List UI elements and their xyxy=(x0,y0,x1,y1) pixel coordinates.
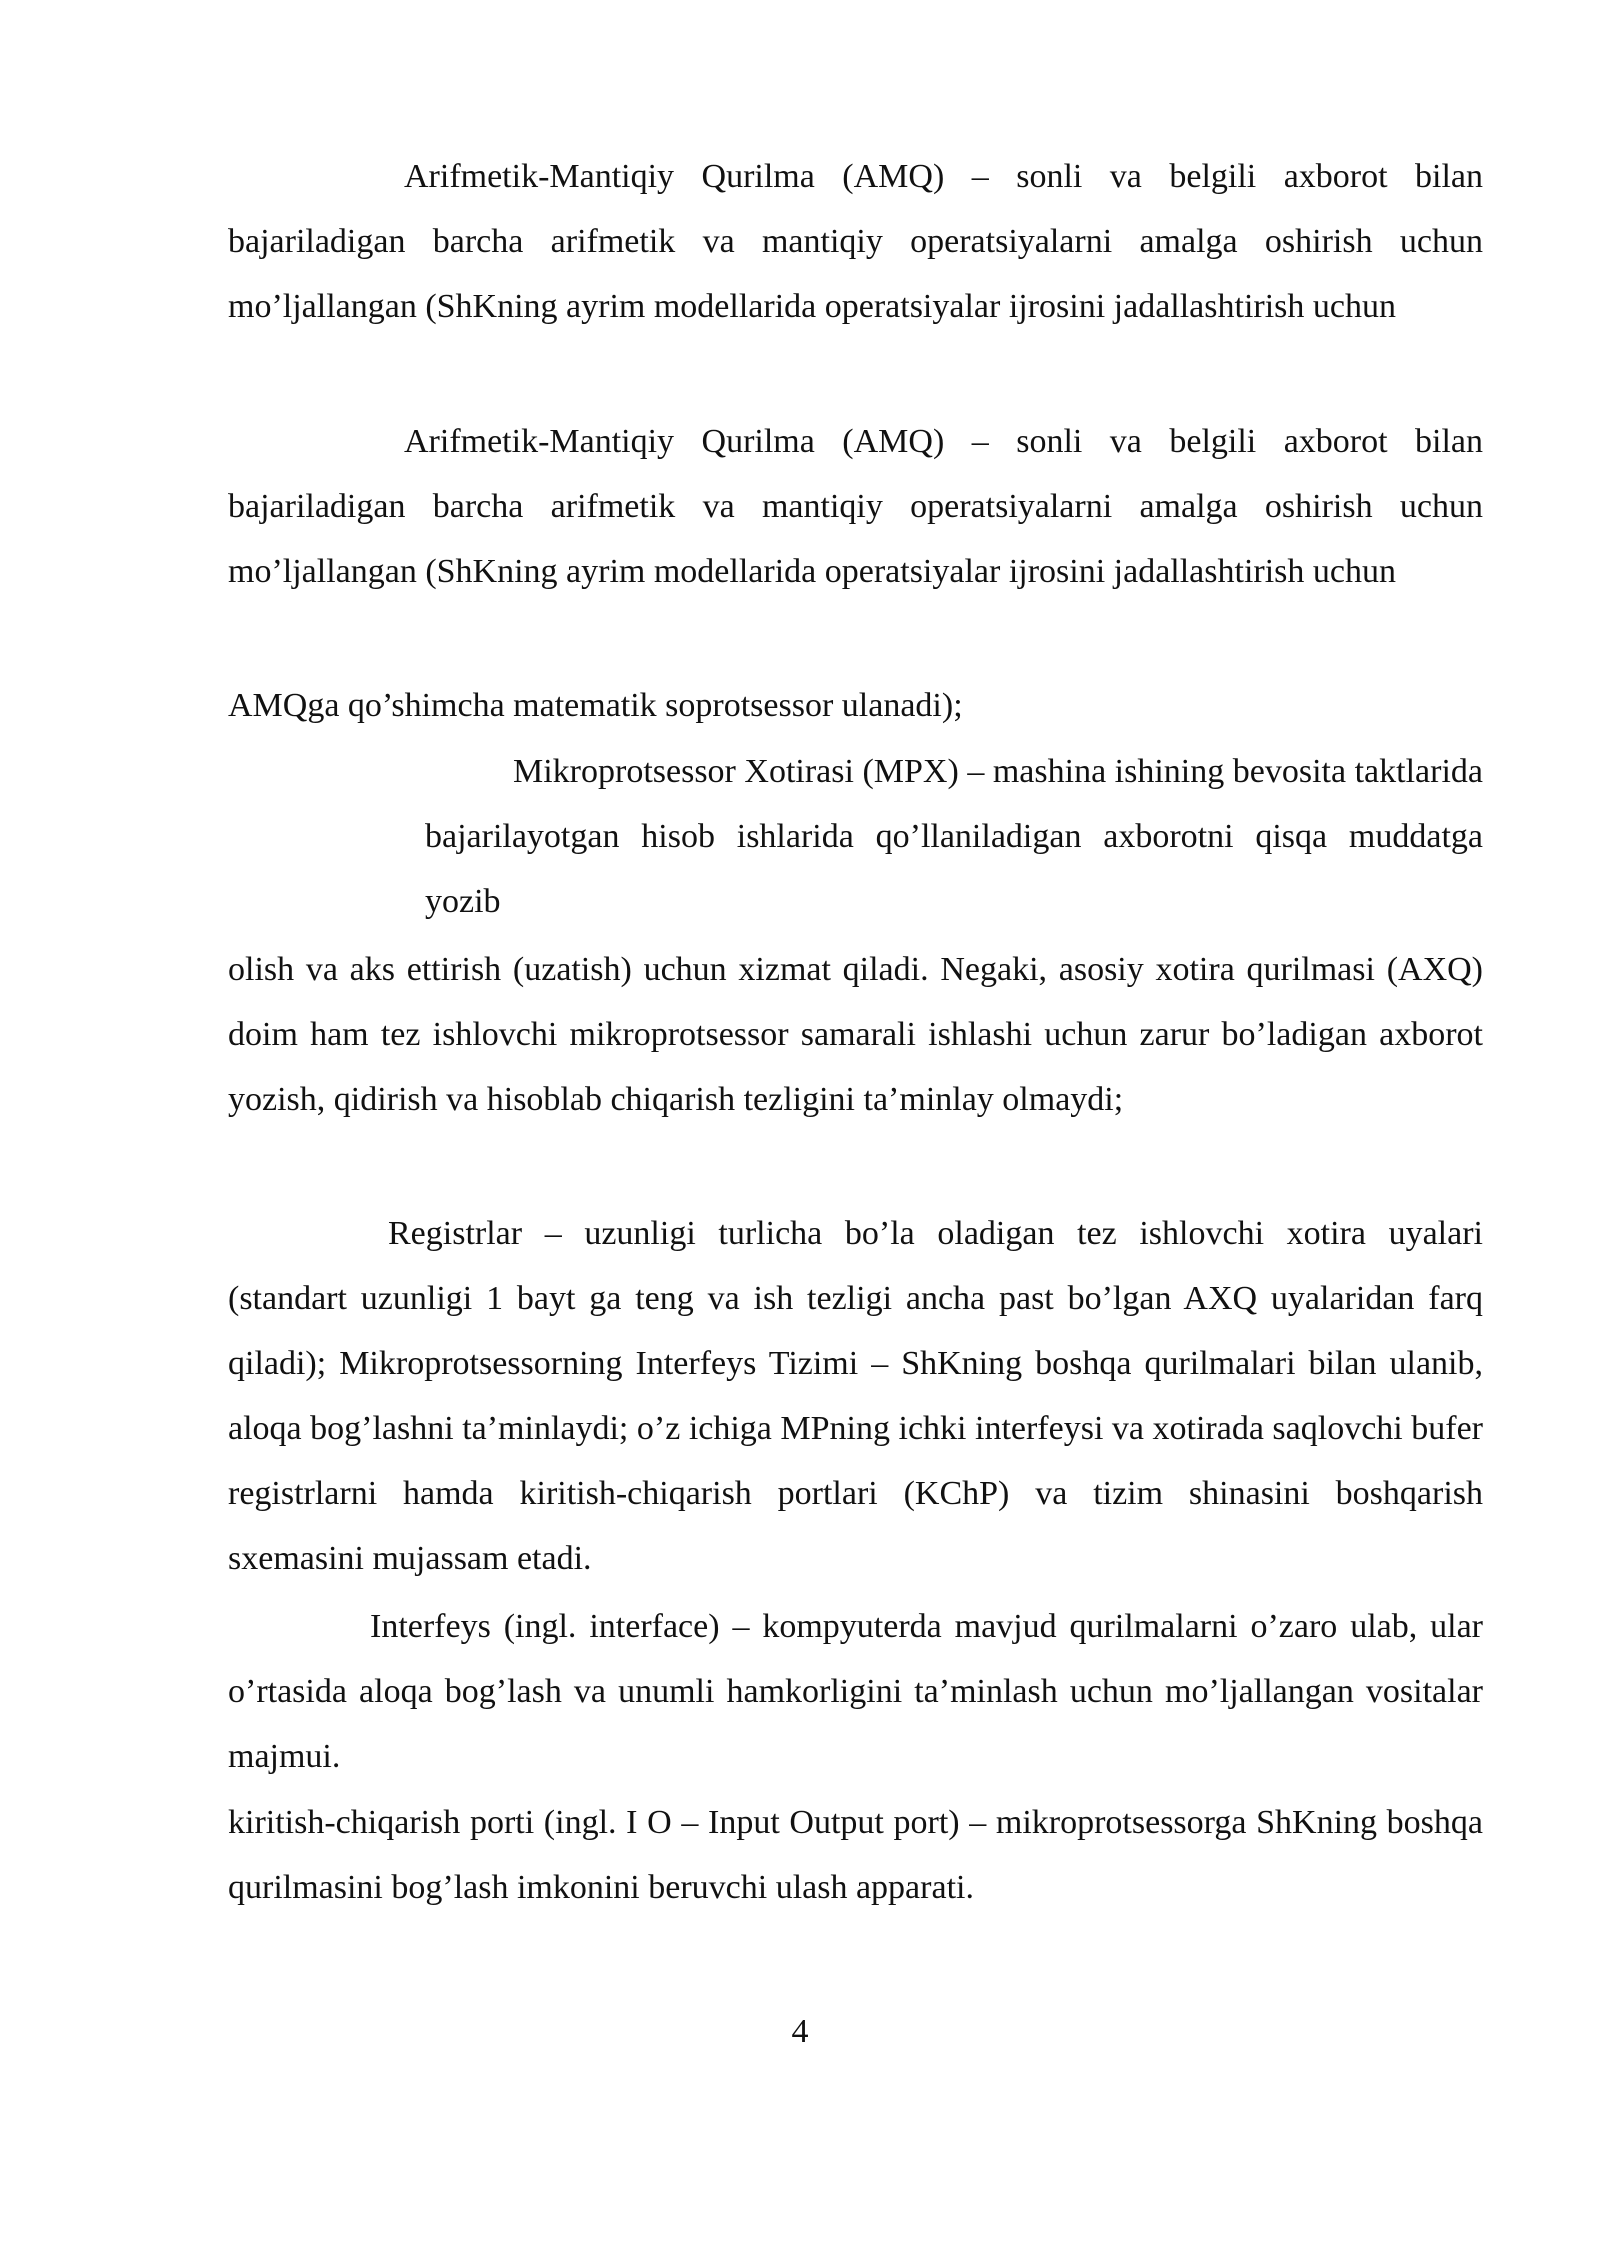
paragraph-amq-coprocessor: AMQga qo’shimcha matematik soprotsessor ulanadi); xyxy=(228,687,963,724)
paragraph-amq-definition: Arifmetik-Mantiqiy Qurilma (AMQ) – sonli va belgili axborot bilan bajariladigan barcha arifmetik va mantiqiy operatsiyalarni amalga oshirish uchun mo’ljallangan (ShKning ayrim modellarida operatsiyalar ijrosini jadallashtirish uchun xyxy=(228,158,1483,325)
page-number: 4 xyxy=(791,2013,809,2050)
paragraph-mpx-text: Mikroprotsessor Xotirasi (MPX) – mashina ishining bevosita taktlarida bajarilayotgan hisob ishlarida qo’llaniladigan axborotni qisqa muddatga yozib xyxy=(425,753,1483,920)
paragraph-interface: Interfeys (ingl. interface) – kompyuterda mavjud qurilmalarni o’zaro ulab, ular o’rtasida aloqa bog’lash va unumli hamkorligini ta’minlash uchun mo’ljallangan vositalar majmui. xyxy=(228,1608,1483,1775)
paragraph-amq-definition-repeat: Arifmetik-Mantiqiy Qurilma (AMQ) – sonli va belgili axborot bilan bajariladigan barcha arifmetik va mantiqiy operatsiyalarni amalga oshirish uchun mo’ljallangan (ShKning ayrim modellarida operatsiyalar ijrosini jadallashtirish uchun xyxy=(228,423,1483,590)
paragraph-mpx-continuation: olish va aks ettirish (uzatish) uchun xizmat qiladi. Negaki, asosiy xotira qurilmasi (AXQ) doim ham tez ishlovchi mikroprotsessor samarali ishlashi uchun zarur bo’ladigan axborot yozish, qidirish va hisoblab chiqarish tezligini ta’minlay olmaydi; xyxy=(228,951,1483,1118)
paragraph-mpx-definition xyxy=(425,739,1483,934)
paragraph-registers: Registrlar – uzunligi turlicha bo’la oladigan tez ishlovchi xotira uyalari (standart uzunligi 1 bayt ga teng va ish tezligi ancha past bo’lgan AXQ uyalaridan farq qiladi); Mikroprotsessorning Interfeys Tizimi – ShKning boshqa qurilmalari bilan ulanib, aloqa bog’lashni ta’minlaydi; o’z ichiga MPning ichki interfeysi va xotirada saqlovchi bufer registrlarni hamda kiritish-chiqarish portlari (KChP) va tizim shinasini boshqarish sxemasini mujassam etadi. xyxy=(228,1215,1483,1577)
paragraph-io-port: kiritish-chiqarish porti (ingl. I O – Input Output port) – mikroprotsessorga ShKning boshqa qurilmasini bog’lash imkonini beruvchi ulash apparati. xyxy=(228,1804,1483,1906)
